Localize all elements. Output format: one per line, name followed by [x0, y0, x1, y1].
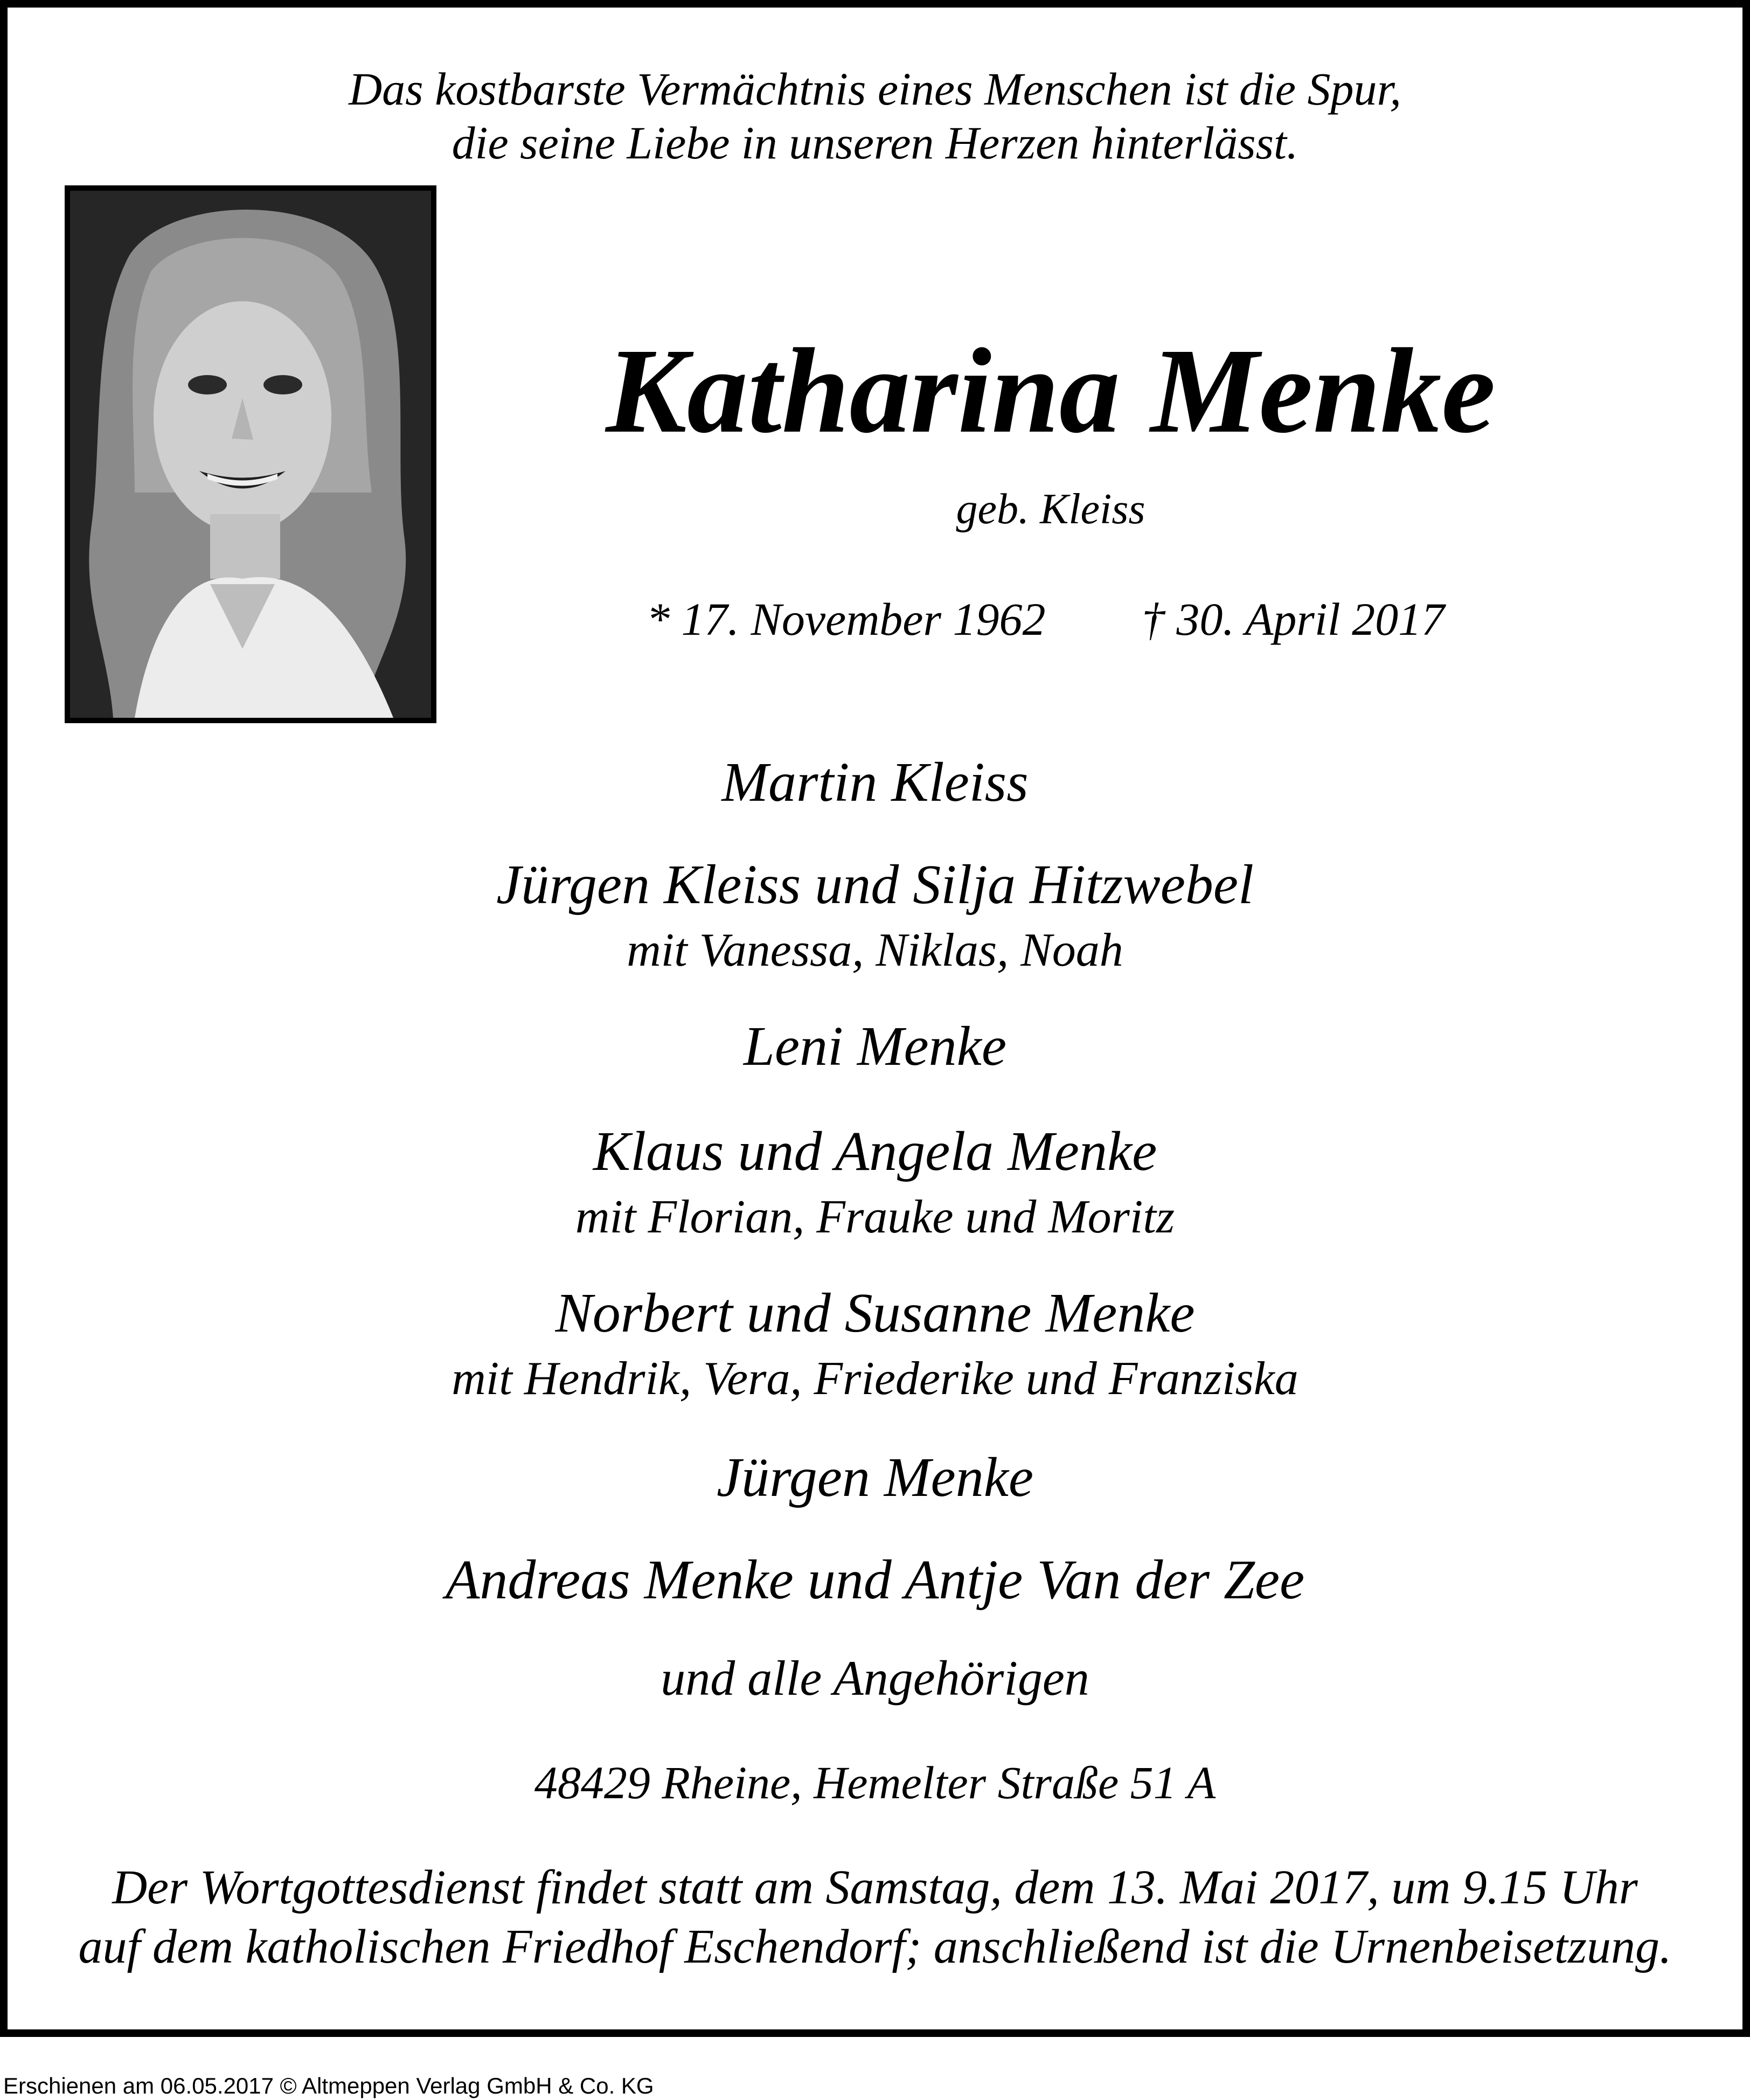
mourner-children-5: mit Hendrik, Vera, Friederike und Franziska — [452, 1353, 1298, 1405]
mourner-name-3: Leni Menke — [743, 1015, 1006, 1077]
mourner-children-4: mit Florian, Frauke und Moritz — [575, 1191, 1175, 1243]
mourner-name-7: Andreas Menke und Antje Van der Zee — [445, 1549, 1305, 1611]
mourner-children-2: mit Vanessa, Niklas, Noah — [627, 924, 1123, 976]
mourner-name-5: Norbert und Susanne Menke — [555, 1282, 1195, 1344]
other-relatives: und alle Angehörigen — [661, 1651, 1089, 1706]
mourner-name-6: Jürgen Menke — [716, 1446, 1034, 1508]
family-address: 48429 Rheine, Hemelter Straße 51 A — [534, 1757, 1216, 1808]
mourner-name-1: Martin Kleiss — [721, 751, 1029, 813]
maiden-name: geb. Kleiss — [956, 486, 1145, 533]
service-line-1: Der Wortgottesdienst findet statt am Samstag, dem 13. Mai 2017, um 9.15 Uhr — [112, 1861, 1638, 1914]
publication-credit: Erschienen am 06.05.2017 © Altmeppen Verlag GmbH & Co. KG — [3, 2073, 654, 2098]
mourner-name-4: Klaus und Angela Menke — [593, 1120, 1157, 1182]
deceased-name: Katharina Menke — [606, 323, 1496, 458]
service-line-2: auf dem katholischen Friedhof Eschendorf; anschließend ist die Urnenbeisetzung. — [78, 1920, 1672, 1973]
birth-date: * 17. November 1962 — [647, 593, 1046, 645]
motto-line-2: die seine Liebe in unseren Herzen hinterlässt. — [452, 117, 1298, 169]
portrait-photo — [65, 185, 436, 723]
death-date: † 30. April 2017 — [1141, 593, 1445, 645]
motto-line-1: Das kostbarste Vermächtnis eines Menschen ist die Spur, — [349, 63, 1401, 115]
mourner-name-2: Jürgen Kleiss und Silja Hitzwebel — [496, 854, 1254, 916]
